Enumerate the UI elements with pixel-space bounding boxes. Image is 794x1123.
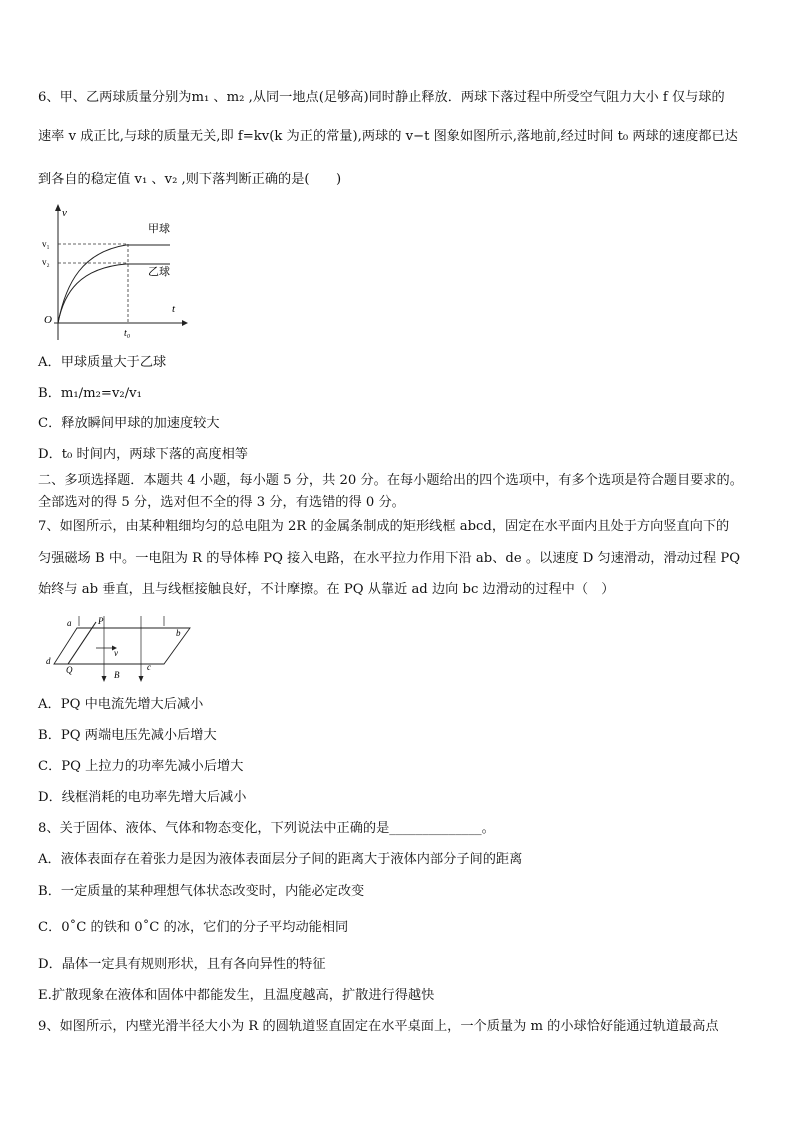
v-axis-arrow bbox=[55, 204, 61, 211]
label-v1: v₁ bbox=[42, 239, 50, 249]
q6-option-c: C．释放瞬间甲球的加速度较大 bbox=[38, 416, 220, 431]
label-b-field: B bbox=[114, 670, 120, 680]
q7-stem-line-3: 始终与 ab 垂直，且与线框接触良好，不计摩擦。在 PQ 从靠近 ad 边向 bc 边滑动的过程中（ ） bbox=[38, 582, 615, 597]
label-p: P bbox=[98, 616, 104, 626]
q6-option-b: B．m₁/m₂=v₂/v₁ bbox=[38, 386, 142, 401]
q7-stem-line-1: 7、如图所示，由某种粗细均匀的总电阻为 2R 的金属条制成的矩形线框 abcd，固定在水平面内且处于方向竖直向下的 bbox=[38, 519, 730, 534]
q6-stem-line-3: 到各自的稳定值 v₁ 、v₂ ,则下落判断正确的是( ) bbox=[38, 172, 342, 187]
q7-stem-line-2: 匀强磁场 B 中。一电阻为 R 的导体棒 PQ 接入电路，在水平拉力作用下沿 ab、de 。以速度 D 匀速滑动，滑动过程 PQ bbox=[38, 551, 741, 566]
label-origin: O bbox=[44, 314, 52, 326]
q6-option-d: D．t₀ 时间内，两球下落的高度相等 bbox=[38, 447, 248, 462]
q6-option-a: A．甲球质量大于乙球 bbox=[38, 355, 167, 370]
label-q: Q bbox=[66, 665, 73, 675]
q8-option-c: C．0˚C 的铁和 0˚C 的冰，它们的分子平均动能相同 bbox=[38, 920, 349, 935]
label-v: v bbox=[114, 648, 118, 658]
q8-option-a: A．液体表面存在着张力是因为液体表面层分子间的距离大于液体内部分子间的距离 bbox=[38, 852, 523, 867]
q7-option-d: D．线框消耗的电功率先增大后减小 bbox=[38, 790, 247, 805]
label-ball-a: 甲球 bbox=[148, 223, 170, 235]
label-v2: v₂ bbox=[42, 257, 50, 267]
label-t: t bbox=[172, 303, 176, 315]
label-d: d bbox=[46, 656, 51, 666]
q8-stem: 8、关于固体、液体、气体和物态变化，下列说法中正确的是______________。 bbox=[38, 821, 495, 836]
q7-frame-figure bbox=[44, 612, 194, 686]
q8-option-d: D．晶体一定具有规则形状，且有各向异性的特征 bbox=[38, 957, 326, 972]
label-t0: t₀ bbox=[124, 328, 131, 339]
q6-vt-graph bbox=[38, 202, 188, 340]
q6-stem-line-2: 速率 v 成正比,与球的质量无关,即 f=kv(k 为正的常量),两球的 v−t 图象如图所示,落地前,经过时间 t₀ 两球的速度都已达 bbox=[38, 129, 738, 144]
label-b: b bbox=[176, 628, 181, 638]
curve-ball-a bbox=[58, 245, 170, 323]
label-c: c bbox=[147, 662, 151, 672]
q7-option-a: A．PQ 中电流先增大后减小 bbox=[38, 697, 204, 712]
q7-option-b: B．PQ 两端电压先减小后增大 bbox=[38, 728, 217, 743]
q6-stem-line-1: 6、甲、乙两球质量分别为m₁ 、m₂ ,从同一地点(足够高)同时静止释放．两球下落过程中所受空气阻力大小 f 仅与球的 bbox=[38, 90, 725, 105]
label-v: v bbox=[62, 207, 67, 219]
label-a: a bbox=[67, 618, 72, 628]
q8-option-e: E.扩散现象在液体和固体中都能发生，且温度越高，扩散进行得越快 bbox=[38, 988, 435, 1003]
t-axis-arrow bbox=[182, 320, 188, 326]
frame-abcd bbox=[54, 628, 190, 664]
label-ball-b: 乙球 bbox=[148, 266, 170, 278]
q7-option-c: C．PQ 上拉力的功率先减小后增大 bbox=[38, 759, 244, 774]
section2-line-1: 二、多项选择题．本题共 4 小题，每小题 5 分，共 20 分。在每小题给出的四个选项中，有多个选项是符合题目要求的。 bbox=[38, 473, 743, 488]
q8-option-b: B．一定质量的某种理想气体状态改变时，内能必定改变 bbox=[38, 884, 365, 899]
section2-line-2: 全部选对的得 5 分，选对但不全的得 3 分，有选错的得 0 分。 bbox=[38, 495, 405, 510]
q9-stem-line-1: 9、如图所示，内壁光滑半径大小为 R 的圆轨道竖直固定在水平桌面上，一个质量为 m 的小球恰好能通过轨道最高点 bbox=[38, 1019, 719, 1034]
